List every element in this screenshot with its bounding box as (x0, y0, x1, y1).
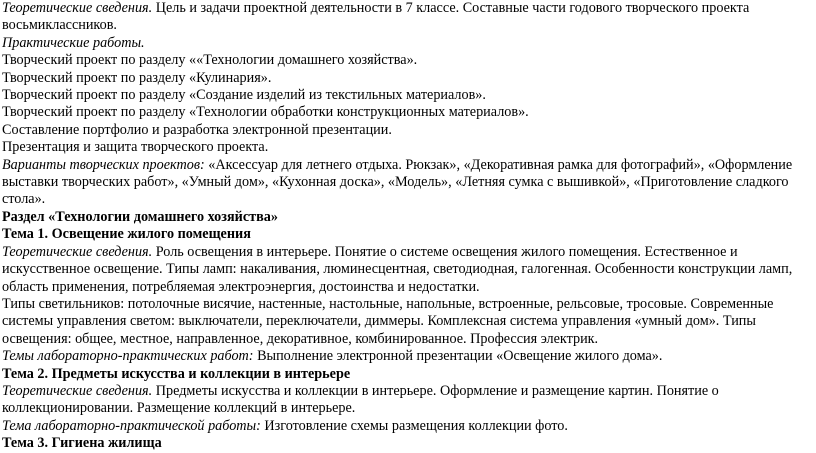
topic-2-heading: Тема 2. Предметы искусства и коллекции в интерьере (2, 365, 351, 382)
theory-label: Теоретические сведения. (2, 243, 153, 260)
topic-1-lab-text: Выполнение электронной презентации «Освещение жилого дома». (253, 348, 663, 365)
theory-label: Теоретические сведения. (2, 382, 153, 399)
practical-item: Презентация и защита творческого проекта. (2, 139, 269, 156)
topic-1-theory-text: Роль освещения в интерьере. Понятие о системе освещения жилого помещения. Естественное и искусственное освещение. Типы ламп: накаливания, люминесцентная, светодиодная, галогенная. Особенности конструкции ламп, область применения, потребляемая электроэнергия, достоинства и недостатки. (2, 243, 793, 295)
topic-1-lab (2, 348, 814, 365)
topic-1-theory (2, 244, 814, 296)
intro-paragraph (2, 0, 814, 35)
practical-item: Творческий проект по разделу ««Технологии домашнего хозяйства». (2, 52, 418, 69)
lab-label: Тема лабораторно-практической работы: (2, 417, 261, 434)
practical-item: Составление портфолио и разработка электронной презентации. (2, 121, 392, 138)
practical-item: Творческий проект по разделу «Технологии обработки конструкционных материалов». (2, 104, 529, 121)
section-heading: Раздел «Технологии домашнего хозяйства» (2, 208, 278, 225)
topic-3-heading: Тема 3. Гигиена жилища (2, 435, 162, 452)
practical-item: Творческий проект по разделу «Кулинария». (2, 69, 272, 86)
topic-1-paragraph-2: Типы светильников: потолочные висячие, настенные, настольные, напольные, встроенные, рельсовые, тросовые. Современные системы управления светом: выключатели, переключатели, диммеры. Комплексная система управления «умный дом». Типы освещения: общее, местное, направленное, декоративное, комбинированное. Профессия электрик. (2, 295, 774, 347)
practical-label: Практические работы. (2, 34, 145, 51)
topic-2-theory (2, 383, 814, 418)
topic-2-theory-text: Предметы искусства и коллекции в интерьере. Оформление и размещение картин. Понятие о коллекционировании. Размещение коллекций в интерьере. (2, 382, 719, 417)
lab-label: Темы лабораторно-практических работ: (2, 348, 254, 365)
topic-2-lab-text: Изготовление схемы размещения коллекции фото. (260, 417, 568, 434)
practical-item: Творческий проект по разделу «Создание изделий из текстильных материалов». (2, 87, 486, 104)
variants-paragraph (2, 157, 814, 209)
topic-1-heading: Тема 1. Освещение жилого помещения (2, 226, 251, 243)
topic-2-lab (2, 418, 814, 435)
variants-label: Варианты творческих проектов: (2, 156, 205, 173)
variants-text: «Аксессуар для летнего отдыха. Рюкзак», «Декоративная рамка для фотографий», «Оформление выставки творческих работ», «Умный дом», «Кухонная доска», «Модель», «Летняя сумка с вышивкой», «Приготовление сладкого стола». (2, 156, 793, 208)
intro-text: Цель и задачи проектной деятельности в 7 классе. Составные части годового творческого проекта восьмиклассников. (2, 0, 750, 34)
theory-label: Теоретические сведения. (2, 0, 153, 16)
